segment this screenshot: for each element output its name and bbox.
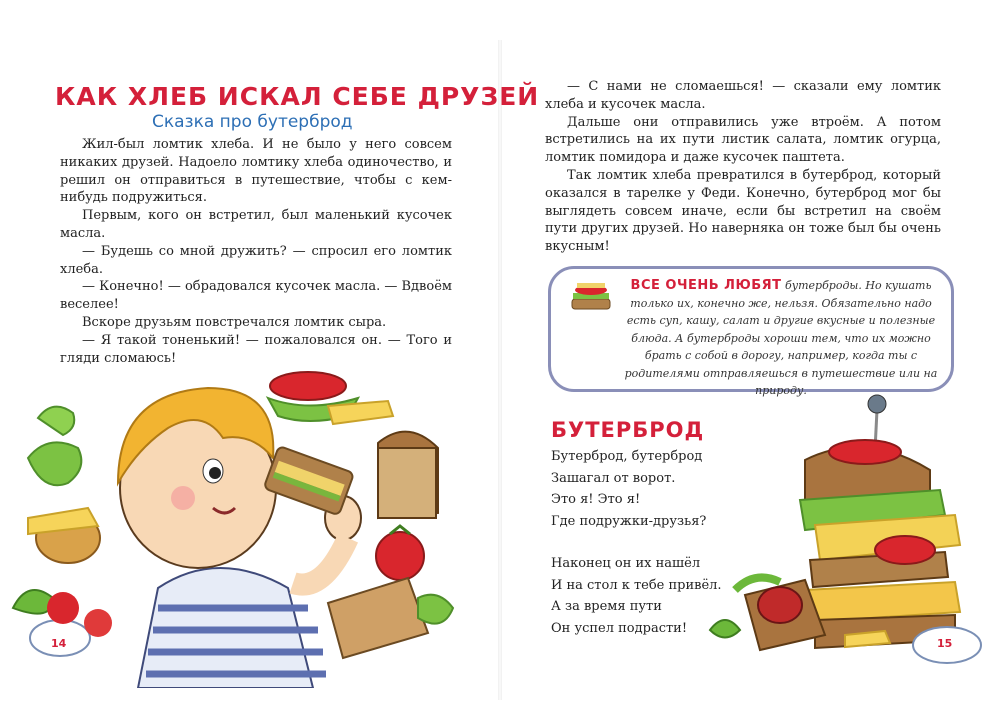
sandwich-icon [569, 279, 613, 313]
note-body: бутерброды. Но кушать только их, конечно же, нельзя. Обязательно надо есть суп, кашу, салат и другие вкусные и полезные блюда. А бутерброды хороши тем, что их можно брать с собой в дорогу, например, когда ты с родителями отправляешься в путешествие или на природу. [624, 279, 938, 397]
paragraph: — Я такой тоненький! — пожаловался он. — Того и гляди сломаюсь! [60, 332, 452, 366]
poem-line: Он успел подрасти! [551, 620, 688, 636]
note-text [621, 277, 941, 400]
poem-title: БУТЕРБРОД [551, 418, 705, 442]
paragraph: — Конечно! — обрадовался кусочек масла. — Вдвоём веселее! [60, 279, 452, 313]
paragraph: Жил-был ломтик хлеба. И не было у него совсем никаких друзей. Надоело ломтику хлеба одиночество, и решил он отправиться в путешествие, чтобы с кем-нибудь подружиться. [60, 137, 452, 206]
poem-line: Наконец он их нашёл [551, 556, 701, 571]
paragraph: Вскоре друзьям повстречался ломтик сыра. [82, 314, 387, 330]
page-gutter [498, 40, 502, 700]
story-title: КАК ХЛЕБ ИСКАЛ СЕБЕ ДРУЗЕЙ [55, 82, 540, 111]
story-text-right [545, 78, 941, 256]
note-heading: ВСЕ ОЧЕНЬ ЛЮБЯТ [630, 278, 782, 293]
poem-line: Зашагал от ворот. [551, 470, 676, 486]
paragraph: Первым, кого он встретил, был маленький кусочек масла. [60, 208, 452, 241]
poem-line: Где подружки-друзья? [551, 513, 707, 529]
note-bubble [548, 266, 954, 397]
story-subtitle: Сказка про бутерброд [152, 112, 353, 132]
poem-line: Это я! Это я! [551, 492, 641, 507]
poem-line: И на стол к тебе привёл. [551, 577, 722, 593]
paragraph: — Будешь со мной дружить? — спросил его ломтик хлеба. [60, 243, 452, 277]
paragraph: — С нами не сломаешься! — сказали ему ломтик хлеба и кусочек масла. [545, 79, 941, 112]
page-number-left: 14 [51, 637, 67, 650]
paragraph: Так ломтик хлеба превратился в бутерброд, который оказался в тарелке у Феди. Конечно, бутерброд мог бы выглядеть совсем иначе, если бы встретил на своём пути других друзей. Но наверняка он тоже был бы очень вкусным! [545, 167, 941, 255]
boy-illustration [8, 368, 478, 688]
poem-line: А за время пути [551, 599, 662, 614]
paragraph: Дальше они отправились уже втроём. А потом встретились на их пути листик салата, ломтик огурца, ломтик помидора и даже кусочек паштета. [545, 114, 941, 166]
story-text-left [60, 136, 452, 367]
page-number-right: 15 [937, 637, 953, 650]
poem-line: Бутерброд, бутерброд [551, 449, 703, 464]
